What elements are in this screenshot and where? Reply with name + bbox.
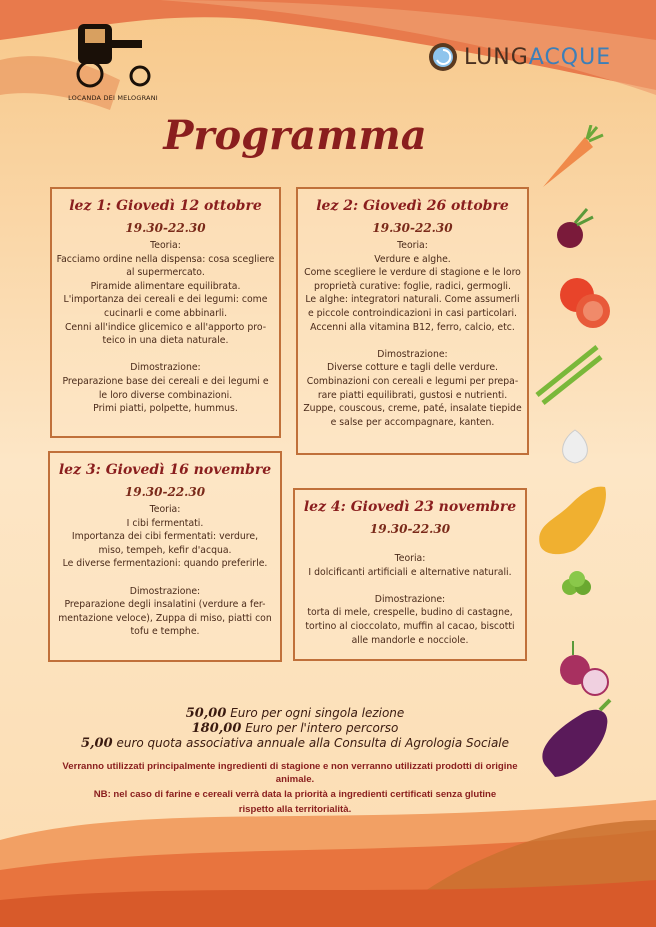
lesson-text-line: Preparazione degli insalatini (verdure a fer- <box>64 599 266 611</box>
page-title: Programma <box>163 112 427 159</box>
asparagus-icon <box>537 347 601 403</box>
note-line: animale. <box>275 774 315 785</box>
swirl-icon <box>428 42 458 72</box>
price-text: euro quota associativa annuale alla Consulta di Agrologia Sociale <box>112 736 510 750</box>
lesson-text-line: Teoria: <box>150 240 181 251</box>
lesson-text-line: tofu e temphe. <box>130 626 200 638</box>
lesson-text-line: Teoria: <box>394 553 426 564</box>
broccoli-icon <box>562 571 591 595</box>
note-line: rispetto alla territorialità. <box>238 804 352 815</box>
lesson-text-line: cucinarli e come abbinarli. <box>103 307 228 319</box>
lesson-text-line <box>298 334 527 348</box>
note-line: Verranno utilizzati principalmente ingredienti di stagione e non verranno utilizzati prodotti di origine <box>62 761 518 772</box>
lesson-text-line: le loro diverse combinazioni. <box>98 389 233 401</box>
garlic-icon <box>563 430 588 463</box>
lesson-text-line: L'importanza dei cereali e dei legumi: come <box>63 294 268 306</box>
lesson-text-line: rare piatti equilibrati, gustosi e nutrienti. <box>317 389 508 401</box>
note-line: NB: nel caso di farine e cereali verrà data la priorità a ingredienti certificati senza glutine <box>93 789 497 800</box>
price-amount: 50,00 <box>185 706 227 721</box>
lesson-text-line: Le alghe: integratori naturali. Come assumerli <box>305 294 520 306</box>
lesson-text-line: Piramide alimentare equilibrata. <box>90 280 241 292</box>
lesson-text-line: Le diverse fermentazioni: quando preferirle. <box>62 558 268 570</box>
lesson-text-line <box>50 571 280 585</box>
lesson-text-line: I cibi fermentati. <box>126 517 204 529</box>
lesson-text-line: Come scegliere le verdure di stagione e le loro <box>304 267 521 279</box>
lesson-text-line: e salse per accompagnare, kanten. <box>330 416 495 428</box>
price-line <box>50 721 540 736</box>
lesson-text-line: proprietà curative: foglie, radici, germogli. <box>314 280 511 292</box>
lesson-text-line: Dimostrazione: <box>374 593 446 605</box>
lesson-card-1 <box>50 187 281 438</box>
lesson-text-line: Dimostrazione: <box>377 348 448 360</box>
carrot-icon <box>543 125 603 187</box>
lesson-text-line: e piccole controindicazioni in casi particolari. <box>307 307 518 319</box>
logo-word-1: LUNG <box>464 44 529 70</box>
lesson-text-line <box>52 348 279 362</box>
price-text: Euro per l'intero percorso <box>241 721 399 735</box>
price-amount: 180,00 <box>191 721 242 736</box>
lesson-text-line: al supermercato. <box>126 267 205 279</box>
logo-lungacque <box>428 42 611 72</box>
lesson-text-line: Cenni all'indice glicemico e all'apporto pro- <box>64 321 267 333</box>
price-line <box>50 736 540 751</box>
tomato-icon <box>560 278 610 328</box>
lesson-text-line: alle mandorle e nocciole. <box>351 634 469 646</box>
lesson-text-line: Preparazione base dei cereali e dei legumi e <box>62 375 269 387</box>
lesson-time: 19.30-22.30 <box>372 221 453 235</box>
lesson-text-line: Importanza dei cibi fermentati: verdure, <box>71 531 259 543</box>
carriage-icon <box>68 20 158 88</box>
lesson-time: 19.30-22.30 <box>369 522 451 536</box>
beet-icon <box>557 209 593 248</box>
lesson-card-3 <box>48 451 282 662</box>
lesson-text-line: miso, tempeh, kefir d'acqua. <box>98 544 232 556</box>
lesson-text-line: Facciamo ordine nella dispensa: cosa scegliere <box>56 253 275 265</box>
logo-caption: LOCANDA DEI MELOGRANI <box>68 94 158 102</box>
logo-locanda-dei-melograni <box>58 20 168 102</box>
lesson-text-line: torta di mele, crespelle, budino di castagne, <box>307 607 513 619</box>
onion-icon <box>560 641 608 695</box>
lesson-text-line: Zuppe, couscous, creme, paté, insalate tiepide <box>303 403 522 415</box>
lesson-text-line: tortino al cioccolato, muffin al cacao, biscotti <box>305 620 515 632</box>
lesson-text-line: I dolcificanti artificiali e alternative naturali. <box>308 566 512 578</box>
lesson-text-line: Combinazioni con cereali e legumi per prepa- <box>306 375 519 387</box>
lesson-text-line: Dimostrazione: <box>130 362 201 374</box>
lesson-text-line: Primi piatti, polpette, hummus. <box>93 403 238 415</box>
lesson-text-line: Dimostrazione: <box>129 585 201 597</box>
logo-word-2: ACQUE <box>528 44 612 70</box>
lesson-text-line: mentazione veloce), Zuppa di miso, piatti con <box>58 612 272 624</box>
lesson-heading: lez 2: Giovedì 26 ottobre <box>316 198 509 214</box>
lesson-card-4 <box>293 488 527 661</box>
lesson-text-line <box>295 579 525 593</box>
vegetables-illustration <box>535 125 615 785</box>
lesson-text-line: Teoria: <box>397 240 428 251</box>
price-text: Euro per ogni singola lezione <box>226 706 405 720</box>
notes <box>50 760 540 816</box>
lesson-time: 19.30-22.30 <box>124 485 206 499</box>
lesson-time: 19.30-22.30 <box>125 221 206 235</box>
lesson-text-line: teico in una dieta naturale. <box>102 335 229 347</box>
lesson-card-2 <box>296 187 529 455</box>
lesson-heading: lez 4: Giovedì 23 novembre <box>303 499 517 515</box>
lesson-heading: lez 3: Giovedì 16 novembre <box>58 462 272 478</box>
lesson-text-line: Accenni alla vitamina B12, ferro, calcio, etc. <box>310 321 515 333</box>
lesson-heading: lez 1: Giovedì 12 ottobre <box>69 198 262 214</box>
lesson-text-line: Teoria: <box>149 504 181 515</box>
prices <box>50 706 540 751</box>
lesson-text-line: Verdure e alghe. <box>374 253 451 265</box>
squash-icon <box>539 487 606 555</box>
eggplant-icon <box>542 700 610 777</box>
price-amount: 5,00 <box>80 736 113 751</box>
lesson-text-line: Diverse cotture e tagli delle verdure. <box>326 362 499 374</box>
price-line <box>50 706 540 721</box>
